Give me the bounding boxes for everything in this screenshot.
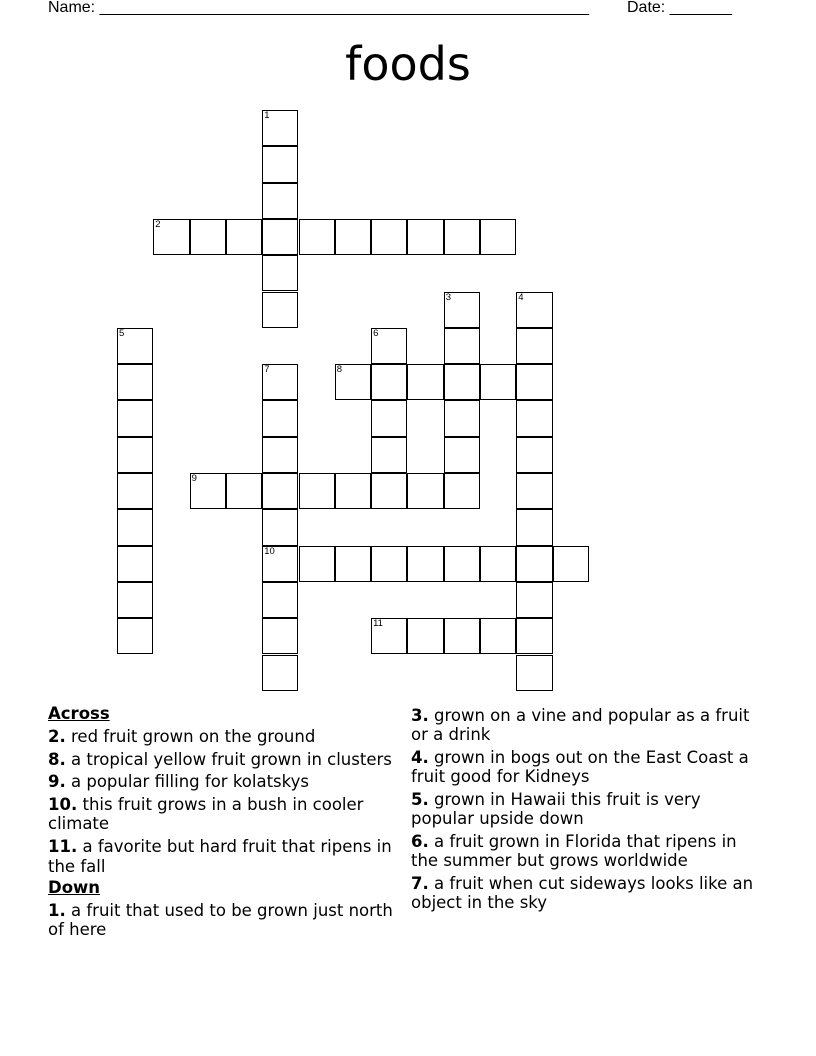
grid-cell[interactable]: [480, 364, 516, 400]
grid-cell[interactable]: [262, 364, 298, 400]
grid-cell[interactable]: [335, 219, 371, 255]
across-heading: Across: [48, 704, 110, 723]
clue-number-label: 3: [445, 291, 451, 303]
across-clue: [48, 750, 398, 769]
grid-cell[interactable]: [407, 618, 443, 654]
grid-cell[interactable]: [371, 437, 407, 473]
grid-cell[interactable]: [371, 328, 407, 364]
down-clue: [411, 706, 761, 745]
grid-cell[interactable]: [262, 146, 298, 182]
across-clue: [48, 795, 398, 834]
down-clue: [411, 832, 761, 871]
clue-number: 8.: [48, 749, 66, 769]
grid-cell[interactable]: [117, 364, 153, 400]
grid-cell[interactable]: [444, 618, 480, 654]
grid-cell[interactable]: [262, 110, 298, 146]
clue-number: 7.: [411, 873, 429, 893]
grid-cell[interactable]: [407, 364, 443, 400]
grid-cell[interactable]: [444, 292, 480, 328]
grid-cell[interactable]: [190, 473, 226, 509]
down-heading: Down: [48, 877, 101, 897]
grid-cell[interactable]: [335, 546, 371, 582]
grid-cell[interactable]: [516, 582, 552, 618]
grid-cell[interactable]: [262, 183, 298, 219]
grid-cell[interactable]: [371, 364, 407, 400]
grid-cell[interactable]: [516, 364, 552, 400]
date-field-line: Date: _______: [627, 0, 732, 16]
grid-cell[interactable]: [262, 255, 298, 291]
clue-text: grown on a vine and popular as a fruit or a drink: [411, 705, 750, 744]
grid-cell[interactable]: [117, 509, 153, 545]
grid-cell[interactable]: [516, 473, 552, 509]
grid-cell[interactable]: [335, 364, 371, 400]
grid-cell[interactable]: [444, 473, 480, 509]
clue-text: a favorite but hard fruit that ripens in the fall: [48, 837, 392, 876]
puzzle-title: foods: [345, 37, 471, 91]
grid-cell[interactable]: [117, 473, 153, 509]
grid-cell[interactable]: [262, 655, 298, 691]
grid-cell[interactable]: [117, 618, 153, 654]
across-clue: [48, 727, 398, 746]
clue-number-label: 2: [155, 218, 161, 230]
grid-cell[interactable]: [117, 582, 153, 618]
clue-number-label: 7: [264, 364, 270, 376]
grid-cell[interactable]: [516, 546, 552, 582]
grid-cell[interactable]: [516, 400, 552, 436]
clue-number: 3.: [411, 705, 429, 725]
clue-number-label: 11: [373, 618, 383, 630]
down-clue: [48, 901, 398, 940]
grid-cell[interactable]: [371, 400, 407, 436]
down-clue: [411, 874, 761, 913]
grid-cell[interactable]: [226, 473, 262, 509]
grid-cell[interactable]: [444, 364, 480, 400]
clue-text: this fruit grows in a bush in cooler climate: [48, 795, 364, 834]
grid-cell[interactable]: [553, 546, 589, 582]
grid-cell[interactable]: [444, 328, 480, 364]
clue-number-label: 1: [264, 110, 270, 121]
clue-number: 4.: [411, 747, 429, 767]
clue-text: a fruit when cut sideways looks like an object in the sky: [411, 873, 754, 913]
grid-cell[interactable]: [190, 219, 226, 255]
across-clue: [48, 837, 398, 876]
clue-text: grown in Hawaii this fruit is very popular upside down: [411, 789, 701, 828]
grid-cell[interactable]: [480, 219, 516, 255]
grid-cell[interactable]: [299, 473, 335, 509]
grid-cell[interactable]: [444, 437, 480, 473]
grid-cell[interactable]: [516, 655, 552, 691]
grid-cell[interactable]: [371, 219, 407, 255]
grid-cell[interactable]: [262, 473, 298, 509]
grid-cell[interactable]: [117, 400, 153, 436]
grid-cell[interactable]: [299, 546, 335, 582]
grid-cell[interactable]: [299, 219, 335, 255]
clue-number: 6.: [411, 831, 429, 851]
clue-text: a popular filling for kolatskys: [71, 772, 309, 792]
grid-cell[interactable]: [516, 328, 552, 364]
grid-cell[interactable]: [117, 328, 153, 364]
clue-number: 9.: [48, 772, 66, 792]
grid-cell[interactable]: [262, 437, 298, 473]
grid-cell[interactable]: [262, 292, 298, 328]
grid-cell[interactable]: [262, 219, 298, 255]
across-clue: [48, 772, 398, 791]
grid-cell[interactable]: [226, 219, 262, 255]
grid-cell[interactable]: [371, 618, 407, 654]
grid-cell[interactable]: [335, 473, 371, 509]
down-clue: [411, 790, 761, 829]
grid-cell[interactable]: [371, 473, 407, 509]
across-clues-column: [48, 702, 398, 939]
clue-number-label: 4: [518, 291, 524, 303]
clue-number: 2.: [48, 726, 66, 746]
clue-text: red fruit grown on the ground: [71, 726, 316, 746]
grid-cell[interactable]: [444, 219, 480, 255]
grid-cell[interactable]: [480, 618, 516, 654]
grid-cell[interactable]: [262, 618, 298, 654]
grid-cell[interactable]: [371, 546, 407, 582]
clue-number-label: 6: [373, 327, 379, 339]
name-field-line: Name: _______________________________________________________: [48, 0, 589, 16]
grid-cell[interactable]: [444, 400, 480, 436]
grid-cell[interactable]: [407, 546, 443, 582]
down-clue: [411, 748, 761, 787]
clue-text: a tropical yellow fruit grown in clusters: [71, 749, 392, 769]
clue-number: 1.: [48, 900, 66, 920]
grid-cell[interactable]: [444, 546, 480, 582]
clue-number-label: 8: [336, 364, 343, 376]
down-clues-column: [411, 702, 761, 912]
clue-number-label: 5: [119, 327, 125, 339]
grid-cell[interactable]: [516, 509, 552, 545]
grid-cell[interactable]: [262, 582, 298, 618]
grid-cell[interactable]: [516, 437, 552, 473]
grid-cell[interactable]: [262, 400, 298, 436]
clue-number-label: 10: [264, 545, 275, 557]
grid-cell[interactable]: [407, 473, 443, 509]
grid-cell[interactable]: [117, 546, 153, 582]
grid-cell[interactable]: [153, 219, 189, 255]
clue-text: a fruit that used to be grown just north of here: [48, 900, 393, 939]
clue-number: 11.: [48, 837, 78, 857]
grid-cell[interactable]: [262, 546, 298, 582]
clue-text: grown in bogs out on the East Coast a fruit good for Kidneys: [411, 747, 749, 786]
grid-cell[interactable]: [516, 292, 552, 328]
grid-cell[interactable]: [480, 546, 516, 582]
clue-number-label: 9: [191, 473, 197, 484]
grid-cell[interactable]: [516, 618, 552, 654]
clue-text: a fruit grown in Florida that ripens in the summer but grows worldwide: [411, 831, 737, 871]
clue-number: 5.: [411, 789, 429, 809]
grid-cell[interactable]: [407, 219, 443, 255]
grid-cell[interactable]: [117, 437, 153, 473]
clue-number: 10.: [48, 795, 78, 815]
grid-cell[interactable]: [262, 509, 298, 545]
